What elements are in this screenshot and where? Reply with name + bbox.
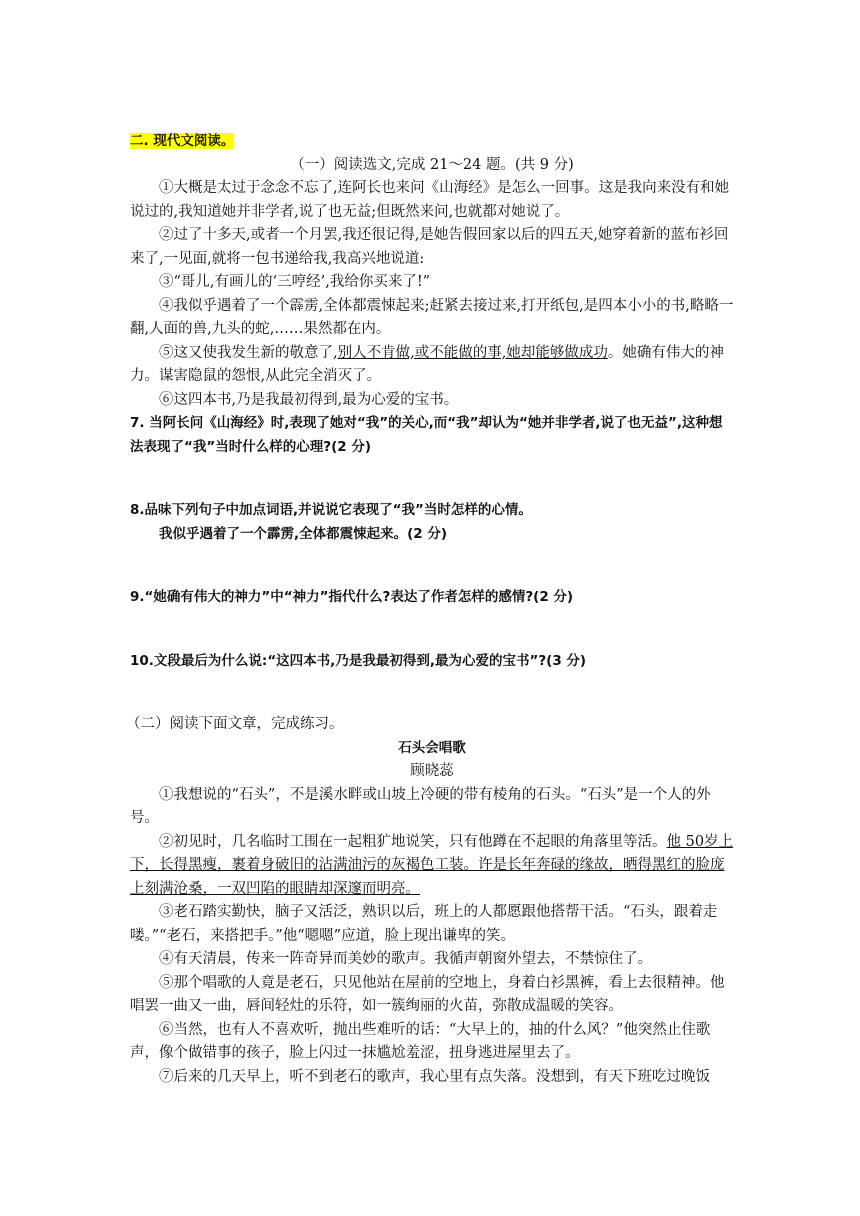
article-author: 顾晓蕊 (410, 763, 454, 779)
p5-text-after: 。她确有伟大的神力。谋害隐鼠的怨恨,从此完全消灭了。 (130, 344, 724, 384)
answer-space-7 (130, 459, 734, 499)
part2-paragraph-7: ⑦后来的几天早上，听不到老石的歌声，我心里有点失落。没想到，有天下班吃过晚饭 (159, 1068, 710, 1085)
question-8-sentence: 我似乎遇着了一个霹雳,全体都震悚起来。(2 分) (159, 525, 448, 542)
part2-paragraph-2 (130, 831, 734, 902)
document-content (126, 130, 734, 1089)
part1-paragraph-1: ①大概是太过于念念不忘了,连阿长也来问《山海经》是怎么一回事。这是我向来没有和她说过的,我知道她并非学者,说了也无益;但既然来问,也就都对她说了。 (130, 180, 730, 220)
part1-paragraph-4: ④我似乎遇着了一个霹雳,全体都震悚起来;赶紧去接过来,打开纸包,是四本小小的书,略略一翻,人面的兽,九头的蛇,……果然都在内。 (130, 297, 734, 337)
section-title: 二. 现代文阅读。 (130, 133, 235, 149)
part2-paragraph-6: ⑥当然，也有人不喜欢听，抛出些难听的话：“大早上的，抽的什么风？”他突然止住歌声，像个做错事的孩子，脸上闪过一抹尴尬羞涩，扭身逃进屋里去了。 (130, 1021, 711, 1061)
part2-header: （二）阅读下面文章，完成练习。 (126, 716, 344, 732)
part2-paragraph-1: ①我想说的“石头”，不是溪水畔或山坡上冷硬的带有棱角的石头。“石头”是一个人的外号。 (130, 786, 711, 826)
p2-underlined-sentence: 他 50岁上下，长得黑瘦，裹着身破旧的沾满油污的灰褐色工装。许是长年奔碌的缘故，晒得黑红的脸庞上刻满沧桑，一双凹陷的眼睛却深邃而明亮。 (130, 833, 734, 897)
question-9: 9.“她确有伟大的神力”中“神力”指代什么?表达了作者怎样的感情?(2 分) (130, 589, 574, 605)
article-title: 石头会唱歌 (398, 739, 466, 756)
p5-text-before: ⑤这又使我发生新的敬意了, (159, 344, 338, 361)
part1-paragraph-2: ②过了十多天,或者一个月罢,我还很记得,是她告假回家以后的四五天,她穿着新的蓝布衫回来了,一见面,就将一包书递给我,我高兴地说道: (130, 227, 729, 267)
part1-paragraph-3: ③“哥儿,有画儿的‘三哼经’,我给你买来了!” (159, 274, 431, 290)
part1-header: （一）阅读选文,完成 21～24 题。(共 9 分) (290, 156, 574, 173)
answer-space-9 (130, 610, 734, 650)
part1-paragraph-5 (130, 342, 734, 389)
part2-paragraph-5: ⑤那个唱歌的人竟是老石，只见他站在屋前的空地上，身着白衫黑裤，看上去很精神。他唱罢一曲又一曲，唇间轻灶的乐符，如一簇绚丽的火苗，弥散成温暖的笑容。 (130, 974, 725, 1014)
p5-underlined-sentence: 别人不肯做,或不能做的事,她却能够做成功 (337, 344, 608, 361)
part2-paragraph-3: ③老石踏实勤快，脑子又活泛，熟识以后，班上的人都愿跟他搭帮干活。“石头，跟着走喽。”“老石，来搭把手。”他“嗯嗯”应道，脸上现出谦卑的笑。 (130, 904, 718, 944)
question-10: 10.文段最后为什么说:“这四本书,乃是我最初得到,最为心爱的宝书”?(3 分) (130, 652, 587, 669)
part1-paragraph-6: ⑥这四本书,乃是我最初得到,最为心爱的宝书。 (159, 391, 459, 408)
p2-text-before: ②初见时，几名临时工围在一起粗犷地说笑，只有他蹲在不起眼的角落里等活。 (159, 833, 667, 850)
part2-paragraph-4: ④有天清晨，传来一阵奇异而美妙的歌声。我循声朝窗外望去，不禁惊住了。 (159, 951, 652, 967)
question-8: 8.品味下列句子中加点词语,并说说它表现了“我”当时怎样的心情。 (130, 502, 532, 518)
answer-space-8 (130, 546, 734, 586)
answer-space-10 (130, 673, 734, 713)
question-7: 7. 当阿长问《山海经》时,表现了她对“我”的关心,而“我”却认为“她并非学者,说了也无益”,这种想法表现了“我”当时什么样的心理?(2 分) (130, 415, 723, 455)
